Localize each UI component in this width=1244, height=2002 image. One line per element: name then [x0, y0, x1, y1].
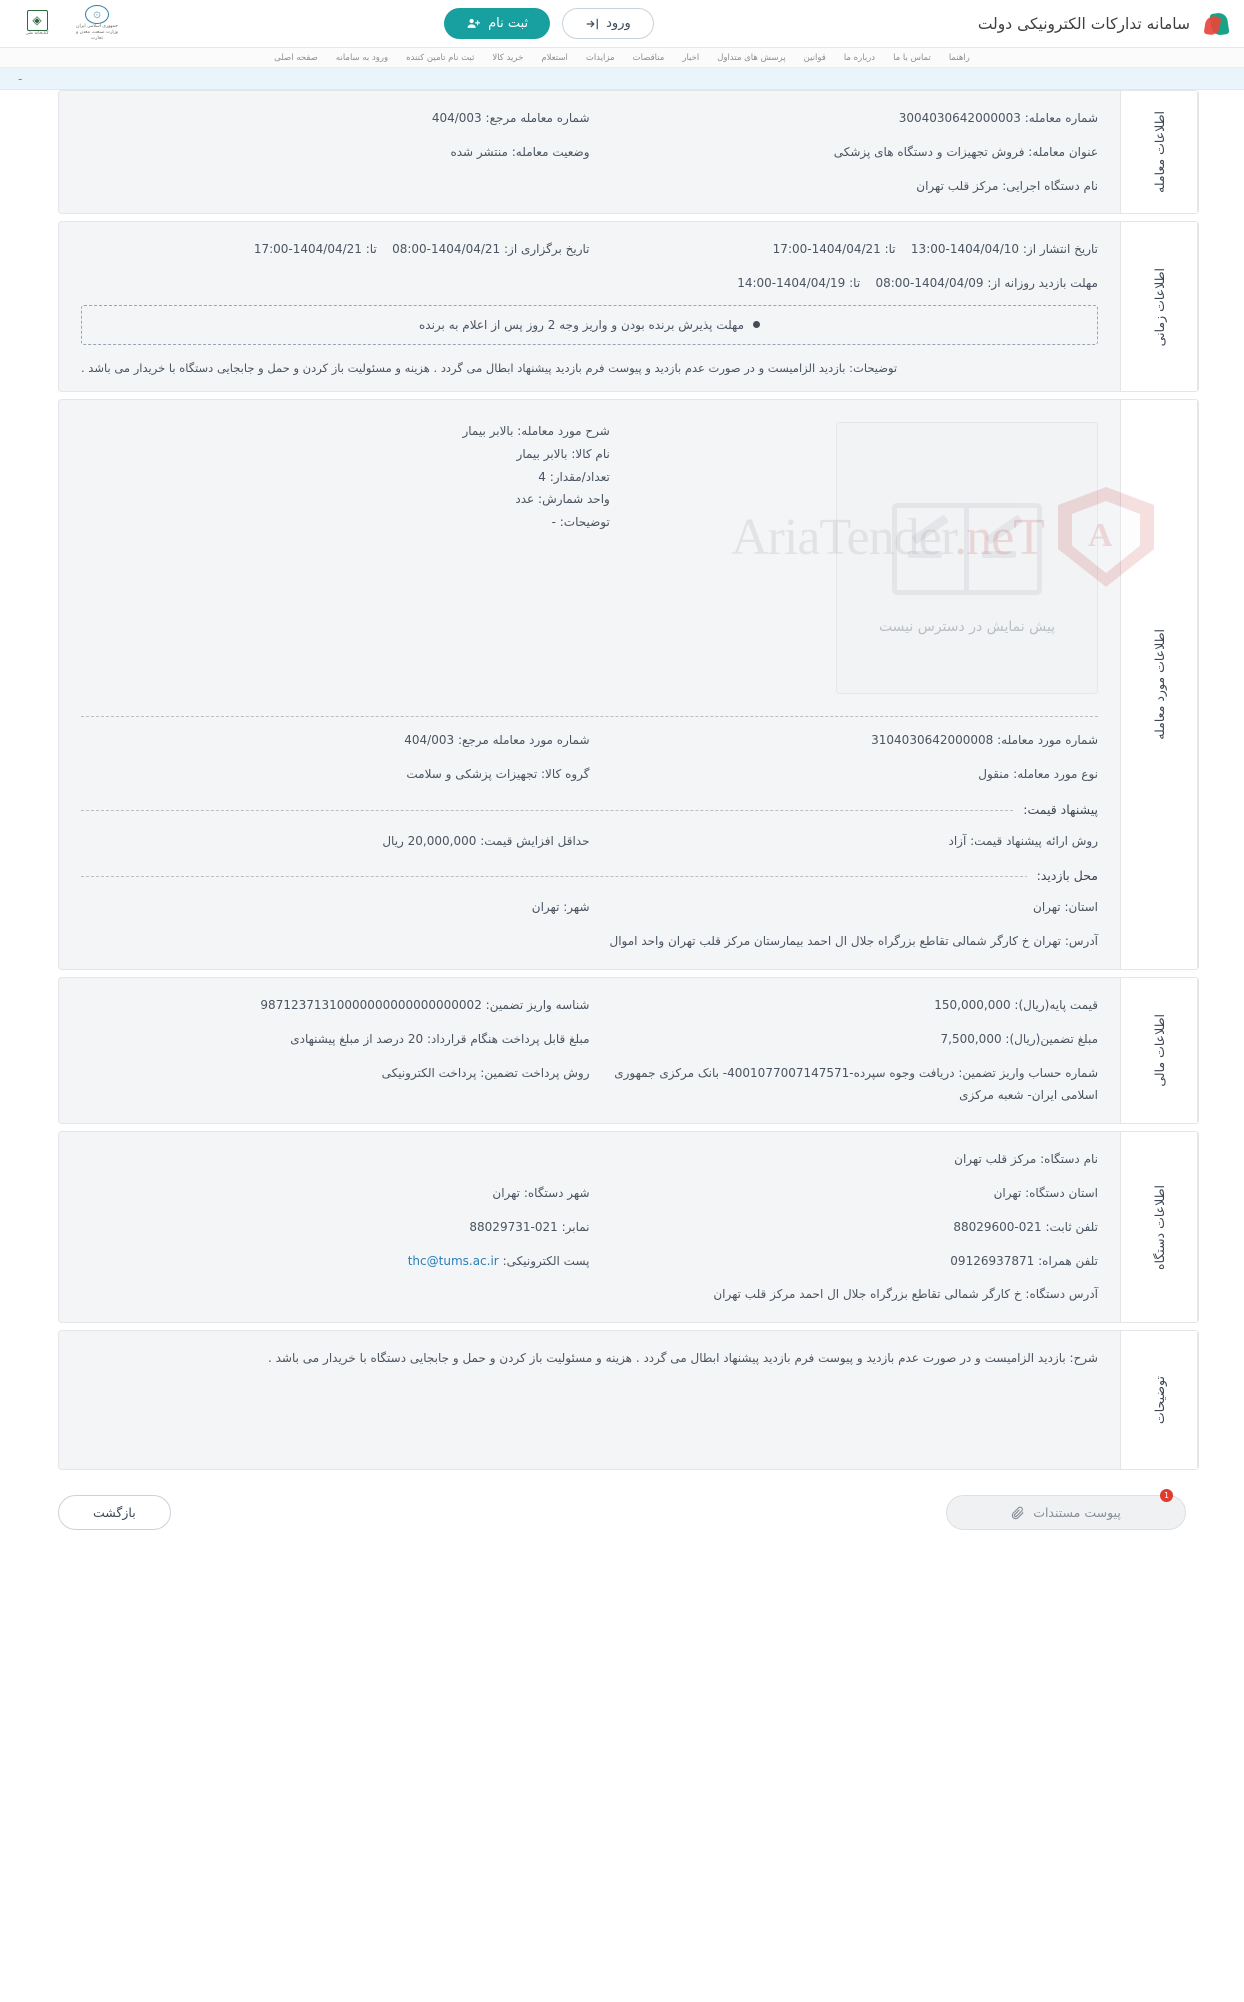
descriptions-text: شرح: بازدید الزامیست و در صورت عدم بازدید و پیوست فرم بازدید پیشنهاد ابطال می گردد . هزینه و مسئولیت باز کردن و حمل و جابجایی دستگاه با خریدار می باشد . [268, 1351, 1098, 1366]
goods-group-field [99, 763, 590, 786]
breadcrumb-dash: - [18, 72, 23, 86]
publish-from-value: 1404/04/10-13:00 [910, 242, 1020, 257]
section-body-descriptions [59, 1331, 1120, 1469]
subject-extra-field [81, 511, 610, 534]
quantity-label: تعداد/مقدار: [549, 469, 610, 484]
org-email-field [99, 1250, 590, 1273]
subject-extra-value: - [551, 515, 556, 530]
account-value: دریافت وجوه سپرده-4001077007147571- بانک مرکزی جمهوری اسلامی ایران- شعبه مرکزی [614, 1065, 1098, 1103]
ref-number-field [99, 107, 590, 130]
item-ref-value: 404/003 [404, 732, 455, 747]
hold-date-field [99, 238, 590, 261]
pay-method-field [99, 1062, 590, 1085]
menu-item-6[interactable]: مناقصات [632, 52, 665, 63]
org-address-field [81, 1283, 1098, 1306]
org-name-field [608, 175, 1099, 198]
setadiran-logo-icon[interactable] [1200, 9, 1230, 39]
library-emblem-icon: ◈ کتابخانه ملی [14, 7, 60, 41]
app-header [0, 0, 1244, 48]
hold-from-value: 1404/04/21-08:00 [392, 242, 501, 257]
top-menu-strip [0, 48, 1244, 68]
org-province-value: تهران [993, 1185, 1022, 1200]
deal-type-field [608, 763, 1099, 786]
breadcrumb-bar [0, 68, 1244, 90]
visit-place-heading [81, 868, 1098, 884]
goods-name-value: بالابر بیمار [516, 446, 568, 461]
back-button[interactable]: بازگشت [58, 1495, 171, 1530]
deal-type-label: نوع مورد معامله: [1013, 766, 1098, 781]
guarantee-value: 7,500,000 [940, 1031, 1002, 1046]
menu-item-1[interactable]: تماس با ما [893, 52, 931, 63]
login-button[interactable] [562, 8, 654, 39]
deal-status-field [99, 141, 590, 164]
payable-field [99, 1028, 590, 1051]
org-phone-label: تلفن ثابت: [1045, 1219, 1098, 1234]
menu-item-0[interactable]: راهنما [948, 52, 970, 63]
goods-name-label: نام کالا: [571, 446, 610, 461]
visit-from-value: 1404/04/09-08:00 [875, 276, 984, 291]
province-value: تهران [1033, 900, 1061, 915]
goods-name-field [81, 443, 610, 466]
menu-item-8[interactable]: استعلام [541, 52, 568, 63]
visit-address-value: تهران خ کارگر شمالی تقاطع بزرگراه جلال ال احمد بیمارستان مرکز قلب تهران واحد اموال [609, 934, 1061, 949]
base-price-value: 150,000,000 [934, 997, 1011, 1012]
section-body-financial [59, 978, 1120, 1123]
shenase-value: 98712371310000000000000000002 [260, 997, 482, 1012]
province-field [608, 896, 1099, 919]
publish-to-value: 1404/04/21-17:00 [772, 242, 881, 257]
subject-extra-label: توضیحات: [559, 515, 610, 530]
menu-item-4[interactable]: پرسش های متداول [717, 52, 786, 63]
visit-address-label: آدرس: [1064, 934, 1098, 949]
hold-to-value: 1404/04/21-17:00 [253, 242, 362, 257]
subject-desc-value: بالابر بیمار [462, 423, 514, 438]
org-city-field [99, 1182, 590, 1205]
deal-number-label: شماره معامله: [1024, 111, 1098, 125]
header-brand [978, 9, 1230, 39]
org-name-label: نام دستگاه اجرایی: [1002, 178, 1098, 193]
min-increase-value: 20,000,000 ریال [382, 833, 477, 848]
footer-actions [0, 1477, 1244, 1554]
org-address-value: خ کارگر شمالی تقاطع بزرگراه جلال ال احمد مرکز قلب تهران [713, 1287, 1022, 1302]
section-descriptions [58, 1330, 1199, 1470]
org-device-name-field [608, 1148, 1099, 1171]
publish-date-field [608, 238, 1099, 261]
paperclip-icon [1011, 1506, 1025, 1520]
winner-deadline-alert [81, 305, 1098, 345]
org-province-field [608, 1182, 1099, 1205]
menu-item-9[interactable]: خرید کالا [492, 52, 524, 63]
base-price-label: قیمت پایه(ریال): [1014, 997, 1098, 1012]
main-content [0, 90, 1244, 1470]
preview-unavailable-text: پیش نمایش در دسترس نیست [878, 618, 1056, 635]
attachments-button[interactable] [946, 1491, 1186, 1530]
base-price-field [608, 994, 1099, 1017]
library-emblem-label: کتابخانه ملی [25, 31, 49, 37]
section-body-organization [59, 1132, 1120, 1322]
city-value: تهران [531, 900, 560, 915]
visit-address-field [81, 930, 1098, 953]
item-number-field [608, 729, 1099, 752]
goods-group-label: گروه کالا: [541, 766, 590, 781]
page-title: سامانه تدارکات الکترونیکی دولت [977, 14, 1190, 33]
pay-method-label: روش پرداخت تضمین: [480, 1065, 590, 1080]
section-deal-info [58, 90, 1199, 214]
register-button[interactable] [444, 8, 550, 39]
offer-method-label: روش ارائه پیشنهاد قیمت: [970, 833, 1098, 848]
deal-number-field [608, 107, 1099, 130]
visit-from-label: مهلت بازدید روزانه از: [987, 276, 1098, 291]
price-offer-heading [81, 802, 1098, 818]
org-mobile-field [608, 1250, 1099, 1273]
payable-label: مبلغ قابل پرداخت هنگام قرارداد: [426, 1031, 590, 1046]
min-increase-label: حداقل افزایش قیمت: [480, 833, 590, 848]
visit-to-value: 1404/04/19-14:00 [737, 276, 846, 291]
shenase-label: شناسه واریز تضمین: [485, 997, 590, 1012]
unit-label: واحد شمارش: [538, 492, 610, 507]
section-label-organization [1120, 1132, 1198, 1322]
header-auth-actions [444, 8, 654, 39]
section-time-info [58, 221, 1199, 392]
org-city-value: تهران [492, 1185, 521, 1200]
org-phone-value: 021-88029600 [953, 1219, 1042, 1234]
org-province-label: استان دستگاه: [1025, 1185, 1098, 1200]
section-label-text: اطلاعات مورد معامله [1151, 629, 1167, 740]
login-arrow-icon [585, 17, 599, 31]
winner-deadline-text: مهلت پذیرش برنده بودن و واریز وجه 2 روز پس از اعلام به برنده [419, 317, 745, 332]
section-body-deal-info [59, 91, 1120, 213]
visit-to-label: تا: [849, 276, 861, 291]
gavel-book-icon [892, 481, 1042, 601]
item-ref-field [99, 729, 590, 752]
min-increase-field [99, 830, 590, 853]
offer-method-value: آزاد [948, 833, 967, 848]
menu-item-7[interactable]: مزایدات [585, 52, 615, 63]
org-fax-field [99, 1216, 590, 1239]
subject-desc-field [81, 420, 610, 443]
ministry-emblem-line1: جمهوری اسلامی ایران [76, 24, 118, 30]
section-body-time-info [59, 222, 1120, 391]
goods-group-value: تجهیزات پزشکی و سلامت [406, 766, 538, 781]
publish-from-label: تاریخ انتشار از: [1022, 242, 1098, 257]
section-label-text: توضیحات [1151, 1376, 1167, 1425]
deal-type-value: منقول [978, 766, 1010, 781]
ref-number-label: شماره معامله مرجع: [485, 111, 590, 125]
section-organization [58, 1131, 1199, 1323]
province-label: استان: [1064, 900, 1098, 915]
ref-number-value: 404/003 [431, 111, 482, 125]
hold-to-label: تا: [365, 242, 377, 257]
pay-method-value: پرداخت الکترونیکی [381, 1065, 477, 1080]
guarantee-label: مبلغ تضمین(ریال): [1005, 1031, 1098, 1046]
user-plus-icon [466, 16, 481, 31]
org-email-label: پست الکترونیکی: [502, 1253, 590, 1268]
org-address-label: آدرس دستگاه: [1025, 1287, 1098, 1302]
attachment-count-badge: 1 [1160, 1489, 1173, 1502]
menu-item-10[interactable]: ثبت نام تامین کننده [406, 52, 475, 63]
guarantee-field [608, 1028, 1099, 1051]
login-label: ورود [606, 16, 631, 31]
section-label-text: اطلاعات زمانی [1151, 267, 1167, 346]
attachments-label: پیوست مستندات [1033, 1505, 1121, 1521]
item-number-label: شماره مورد معامله: [997, 732, 1098, 747]
org-device-name-value: مرکز قلب تهران [954, 1152, 1037, 1167]
section-label-text: اطلاعات دستگاه [1151, 1184, 1167, 1270]
account-field [608, 1062, 1099, 1108]
unit-value: عدد [515, 492, 535, 507]
account-label: شماره حساب واریز تضمین: [958, 1065, 1098, 1080]
register-label: ثبت نام [488, 16, 529, 31]
section-label-descriptions [1120, 1331, 1198, 1469]
item-ref-label: شماره مورد معامله مرجع: [457, 732, 590, 747]
hold-from-label: تاریخ برگزاری از: [504, 242, 590, 257]
deal-title-value: فروش تجهیزات و دستگاه های پزشکی [833, 144, 1025, 159]
city-label: شهر: [563, 900, 590, 915]
city-field [99, 896, 590, 919]
org-email-link[interactable]: thc@tums.ac.ir [407, 1253, 499, 1268]
ministry-emblem-icon: ۞ جمهوری اسلامی ایران وزارت صنعت، معدن و تجارت [74, 7, 120, 41]
bullet-icon [753, 321, 760, 328]
image-preview-placeholder [836, 422, 1098, 694]
menu-item-11[interactable]: ورود به سامانه [335, 52, 389, 63]
deal-title-field [608, 141, 1099, 164]
section-label-text: اطلاعات معامله [1151, 111, 1167, 194]
subject-desc-label: شرح مورد معامله: [517, 423, 610, 438]
offer-method-field [608, 830, 1099, 853]
shenase-field [99, 994, 590, 1017]
org-name-value: مرکز قلب تهران [916, 178, 999, 193]
menu-item-12[interactable]: صفحه اصلی [274, 52, 318, 63]
section-financial [58, 977, 1199, 1124]
deal-title-label: عنوان معامله: [1028, 144, 1098, 159]
payable-value: 20 درصد از مبلغ پیشنهادی [290, 1031, 424, 1046]
subject-divider [81, 716, 1098, 717]
org-fax-value: 021-88029731 [469, 1219, 558, 1234]
visit-date-field [608, 272, 1099, 295]
section-label-deal-subject [1120, 400, 1198, 969]
quantity-field [81, 466, 610, 489]
quantity-value: 4 [538, 469, 546, 484]
org-device-name-label: نام دستگاه: [1040, 1152, 1098, 1167]
org-fax-label: نمابر: [561, 1219, 590, 1234]
section-deal-subject [58, 399, 1199, 970]
subject-detail-column [81, 416, 610, 534]
section-label-financial [1120, 978, 1198, 1123]
section-body-deal-subject [59, 400, 1120, 969]
org-phone-field [608, 1216, 1099, 1239]
section-label-text: اطلاعات مالی [1151, 1014, 1167, 1087]
org-mobile-label: تلفن همراه: [1038, 1253, 1098, 1268]
status-badge: منتشر شده [450, 144, 508, 159]
item-number-value: 3104030642000008 [871, 732, 994, 747]
time-note: توضیحات: بازدید الزامیست و در صورت عدم بازدید و پیوست فرم بازدید پیشنهاد ابطال می گردد . هزینه و مسئولیت باز کردن و حمل و جابجایی دستگاه با خریدار می باشد . [81, 360, 898, 375]
visit-place-heading-text: محل بازدید: [1027, 868, 1098, 883]
org-mobile-value: 09126937871 [950, 1253, 1035, 1268]
price-offer-heading-text: پیشنهاد قیمت: [1013, 802, 1098, 817]
menu-item-3[interactable]: قوانین [803, 52, 826, 63]
menu-item-5[interactable]: اخبار [682, 52, 700, 63]
deal-number-value: 3004030642000003 [898, 111, 1021, 125]
menu-item-2[interactable]: درباره ما [843, 52, 876, 63]
publish-to-label: تا: [884, 242, 896, 257]
section-label-deal-info [1120, 91, 1198, 213]
org-city-label: شهر دستگاه: [523, 1185, 590, 1200]
section-label-time-info [1120, 222, 1198, 391]
unit-field [81, 488, 610, 511]
header-emblems [14, 7, 120, 41]
ministry-emblem-line2: وزارت صنعت، معدن و تجارت [76, 30, 118, 41]
deal-status-label: وضعیت معامله: [511, 144, 590, 159]
